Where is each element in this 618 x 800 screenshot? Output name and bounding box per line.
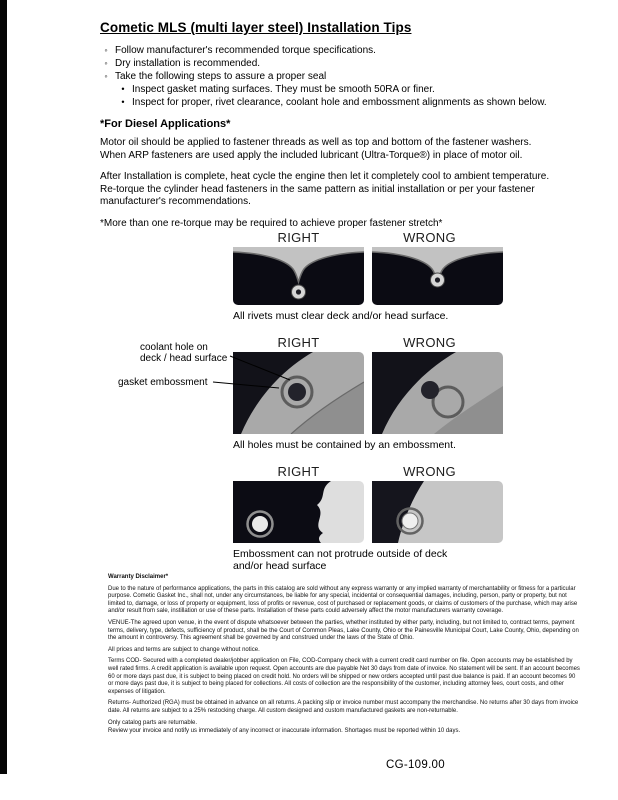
tip-text: Inspect for proper, rivet clearance, coolant hole and embossment alignments as shown below. [132, 97, 547, 108]
right-wrong-diagrams [233, 230, 503, 585]
protrusion-wrong-diagram [372, 481, 503, 543]
warranty-paragraph: Due to the nature of performance applications, the parts in this catalog are sold without any express warranty or any implied warranty of merchantability or fitness for a particular purpose. Cometic Gasket Inc., shall not, under any circumstances, be liable for any special, incidental or consequential damages, including, person, party or property, but not limited to, damage, or loss of property or equipment, loss of profits or revenue, cost of purchased or replacement goods, or claims of customers of the purchase, which may arise and/or result from sale, instillation or use of these parts. Installation of these parts could adversely affect the motor manufacturers warranty coverage. [108, 585, 578, 615]
annotation-gasket-embossment: gasket embossment [118, 377, 208, 388]
rivet-clearance-right-diagram [233, 247, 364, 305]
tip-text: Follow manufacturer's recommended torque specifications. [115, 45, 376, 56]
diagram-row-holes [233, 335, 503, 451]
wrong-label: WRONG [403, 464, 456, 479]
hollow-bullet-icon: ◦ [104, 45, 108, 55]
content-column [100, 20, 562, 239]
solid-bullet-icon: • [121, 84, 125, 94]
retorque-note: *More than one re-torque may be required to achieve proper fastener stretch* [100, 217, 443, 229]
warranty-paragraph: Review your invoice and notify us immediately of any incorrect or inaccurate information. Shortages must be reported within 10 days. [108, 728, 461, 735]
installation-tips-list [102, 44, 562, 109]
list-item [119, 96, 562, 109]
diesel-paragraph: Motor oil should be applied to fastener threads as well as top and bottom of the fastener washers. When ARP fasteners are used apply the included lubricant (Ultra-Torque®) in place of motor oil. [100, 137, 532, 161]
warranty-paragraph: VENUE-The agreed upon venue, in the event of dispute whatsoever between the parties, whether instituted by either party, including, but not limited to, contract terms, payment terms, delivery, type, defects, sufficiency of product, shall be the Court of Common Pleas, Lake County, Ohio or the Painesville Municipal Court, Lake County, Ohio, depending on the amount in controversy. This agreement shall be governed by and construed under the laws of the State of Ohio. [108, 619, 579, 642]
hole-embossment-wrong-diagram [372, 352, 503, 434]
warranty-heading: Warranty Disclaimer* [108, 574, 169, 580]
diagram-caption: All rivets must clear deck and/or head surface. [233, 310, 449, 322]
right-label: RIGHT [277, 230, 320, 245]
wrong-label: WRONG [403, 230, 456, 245]
protrusion-right-diagram [233, 481, 364, 543]
page-code: CG-109.00 [386, 759, 445, 771]
wrong-label: WRONG [403, 335, 456, 350]
warranty-paragraph: Terms COD- Secured with a completed dealer/jobber application on File, COD-Company check with a current credit card number on file. Open accounts may be established by well rated firms. A credit application is available upon request. Open accounts are due payable Net 30 days from date of invoice. No statement will be sent. If an account becomes 60 or more days past due, it is subject to being placed on credit hold. No orders will be shipped or new orders accepted until past due balance is paid. If an account becomes 90 or more days past due, it is subject to being placed for collections. All costs of collection are the responsibility of the customer, including attorney fees, court costs, and other expenses of litigation. [108, 658, 580, 695]
hollow-bullet-icon: ◦ [104, 58, 108, 68]
diesel-applications-heading: *For Diesel Applications* [100, 118, 231, 130]
warranty-paragraph: Only catalog parts are returnable. [108, 719, 198, 726]
annotation-text: deck / head surface [140, 353, 228, 364]
warranty-disclaimer [108, 574, 582, 740]
list-item [102, 44, 562, 57]
tip-text: Inspect gasket mating surfaces. They must be smooth 50RA or finer. [132, 84, 435, 95]
diagram-caption: All holes must be contained by an embossment. [233, 439, 456, 451]
list-item [119, 83, 562, 96]
warranty-paragraph: Returns- Authorized (RGA) must be obtained in advance on all returns. A packing slip or invoice number must accompany the merchandise. No returns after 30 days from invoice date. All returns are subject to a 25% restocking charge. All custom designed and custom manufactured gaskets are non-returnable. [108, 700, 579, 714]
right-label: RIGHT [277, 464, 320, 479]
annotation-coolant-hole [140, 342, 227, 364]
hollow-bullet-icon: ◦ [104, 71, 108, 81]
annotation-text: coolant hole on [140, 342, 208, 353]
hole-embossment-right-diagram [233, 352, 364, 434]
tip-text: Take the following steps to assure a proper seal [115, 71, 327, 82]
right-label: RIGHT [277, 335, 320, 350]
diagram-caption: Embossment can not protrude outside of deck and/or head surface [233, 548, 448, 572]
tip-text: Dry installation is recommended. [115, 58, 261, 69]
diagram-row-protrusion [233, 464, 503, 572]
rivet-clearance-wrong-diagram [372, 247, 503, 305]
scan-edge [0, 0, 7, 774]
page-title: Cometic MLS (multi layer steel) Installation Tips [100, 20, 412, 35]
list-item [102, 70, 562, 83]
warranty-paragraph: All prices and terms are subject to change without notice. [108, 646, 260, 653]
diagram-row-rivets [233, 230, 503, 322]
solid-bullet-icon: • [121, 97, 125, 107]
diesel-paragraph: After Installation is complete, heat cycle the engine then let it completely cool to ambient temperature. Re-torque the cylinder head fasteners in the same pattern as initial installation or per your fastener manufacturer's recommendations. [100, 171, 550, 207]
list-item [102, 57, 562, 70]
